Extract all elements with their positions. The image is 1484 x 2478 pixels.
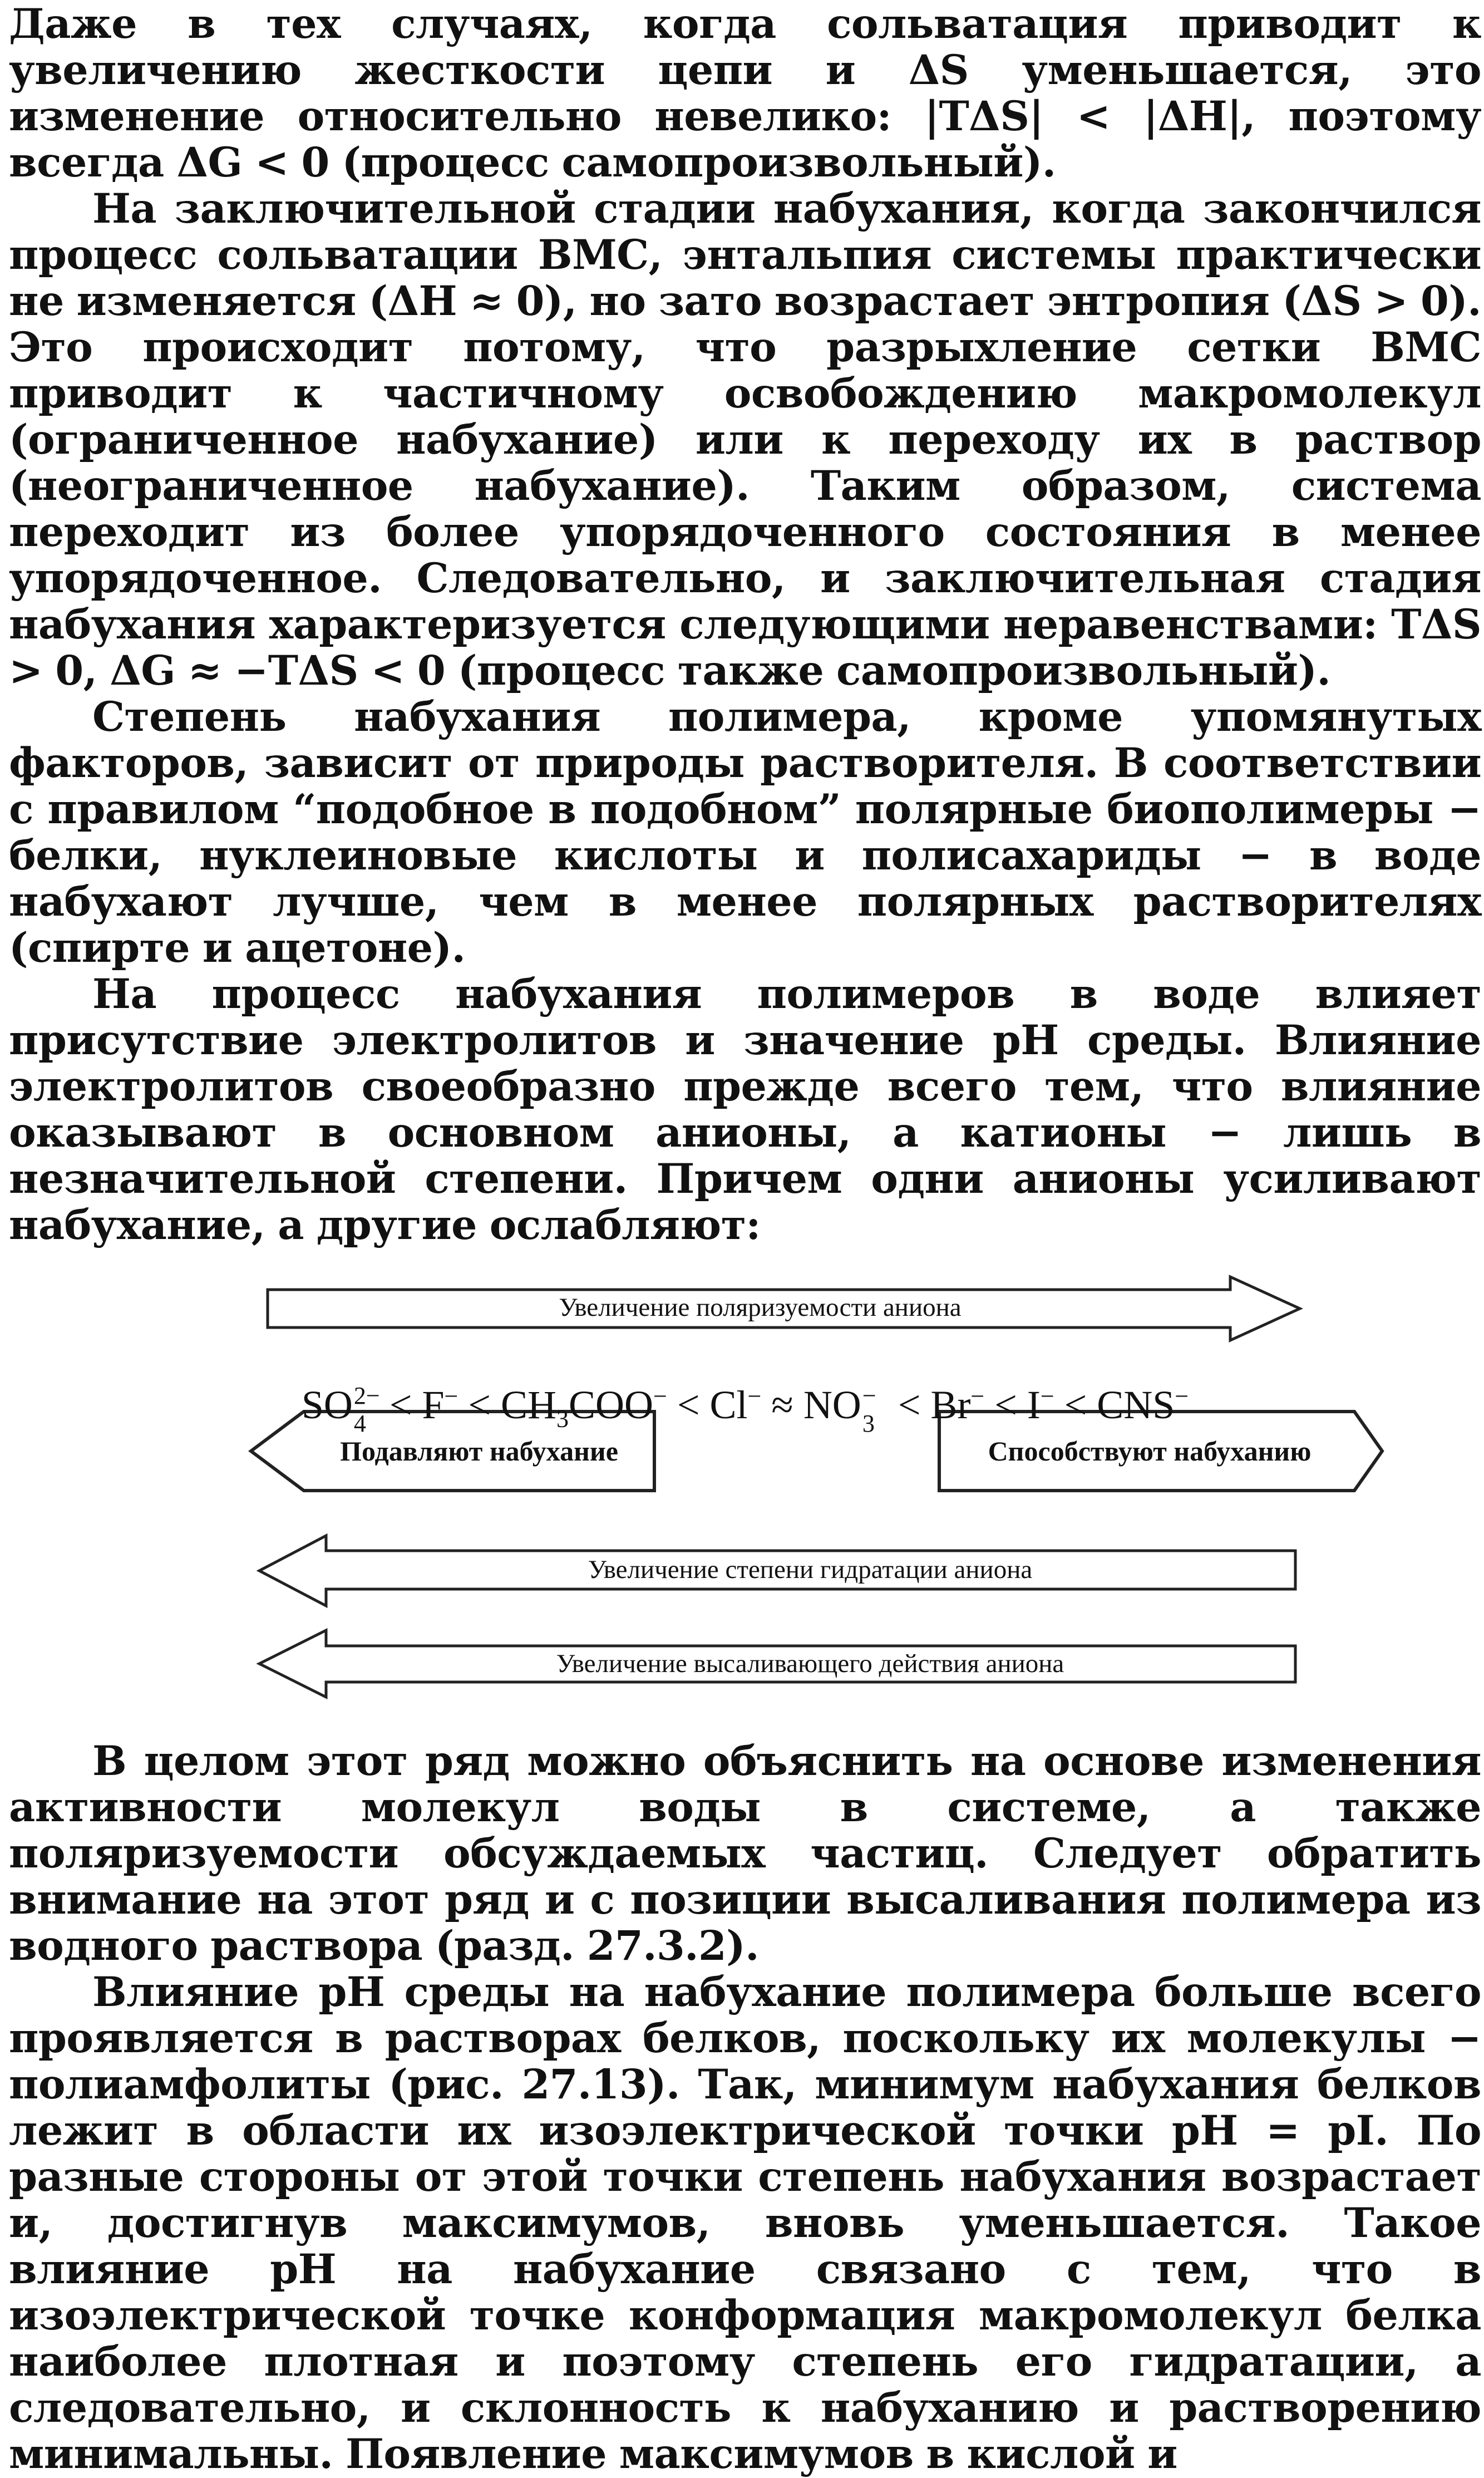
lt-sign: < [994,1383,1017,1427]
ion-chloride: Cl− [709,1383,762,1427]
document-page [9,0,1481,2477]
lt-sign: < [898,1383,921,1427]
lt-sign: < [468,1383,491,1427]
ion-iodide: I− [1027,1383,1054,1427]
ion-bromide: Br− [930,1383,985,1427]
lt-sign: < [1064,1383,1087,1427]
paragraph-final-stage: На заключительной стадии набухания, когда закончился процесс сольватации ВМС, энтальпия системы практически не изменяется (ΔH ≈ 0), но зато возрастает энтропия (ΔS > 0). Это происходит потому, что разрыхление сетки ВМС приводит к частичному освобождению макромолекул (ограниченное набухание) или к переходу их в раствор (неограниченное набухание). Таким образом, система переходит из более упорядоченного состояния в менее упорядоченное. Следовательно, и заключительная стадия набухания характеризуется следующими неравенствами: TΔS > 0, ΔG ≈ −TΔS < 0 (процесс также самопроизвольный). [9,185,1481,695]
salting-arrow-label: Увеличение высаливающего действия аниона [556,1649,1064,1678]
approx-sign: ≈ [771,1383,793,1427]
paragraph-ph-influence: Влияние pH среды на набухание полимера больше всего проявляется в растворах белков, поскольку их молекулы − полиамфолиты (рис. 27.13). Так, минимум набухания белков лежит в области их изоэлектрической точки pH = pI. По разные стороны от этой точки степень набухания возрастает и, достигнув максимумов, вновь уменьшается. Такое влияние pH на набухание связано с тем, что в изоэлектрической точке конформация макромолекул белка наиболее плотная и поэтому степень его гидратации, а следовательно, и склонность к набуханию и растворению минимальны. Появление максимумов в кислой и [9,1968,1481,2478]
polarizability-arrow-label: Увеличение поляризуемости аниона [559,1293,962,1322]
ion-sulfate: SO 2− 4 [301,1382,380,1438]
anion-series [9,1371,1481,1444]
promote-swelling-label: Способствуют набуханию [988,1435,1312,1467]
ion-acetate: $CH_3COO^-$ [500,1383,667,1433]
paragraph-solvation-entropy: Даже в тех случаях, когда сольватация приводит к увеличению жесткости цепи и ΔS уменьшается, это изменение относительно невелико: |TΔS| < |ΔH|, поэтому всегда ΔG < 0 (процесс самопроизвольный). [9,0,1481,186]
suppress-swelling-label: Подавляют набухание [340,1435,618,1467]
ion-thiocyanate: CNS− [1097,1383,1189,1427]
anion-series-diagram [9,1274,1481,1719]
paragraph-series-explanation: В целом этот ряд можно объяснить на основе изменения активности молекул воды в системе, а также поляризуемости обсуждаемых частиц. Следует обратить внимание на этот ряд и с позиции высаливания полимера из водного раствора (разд. 27.3.2). [9,1737,1481,1970]
lt-sign: < [389,1383,412,1427]
hydration-arrow-label: Увеличение степени гидратации аниона [588,1555,1033,1584]
paragraph-solvent-nature: Степень набухания полимера, кроме упомянутых факторов, зависит от природы растворителя. В соответствии с правилом “подобное в подобном” полярные биополимеры − белки, нуклеиновые кислоты и полисахариды − в воде набухают лучше, чем в менее полярных растворителях (спирте и ацетоне). [9,693,1481,972]
paragraph-electrolytes: На процесс набухания полимеров в воде влияет присутствие электролитов и значение pH среды. Влияние электролитов своеобразно прежде всего тем, что влияние оказывают в основном анионы, а катионы − лишь в незначительной степени. Причем одни анионы усиливают набухание, а другие ослабляют: [9,970,1481,1249]
ion-fluoride: F− [422,1383,458,1427]
ion-nitrate: NO − 3 [803,1382,876,1438]
lt-sign: < [677,1383,700,1427]
